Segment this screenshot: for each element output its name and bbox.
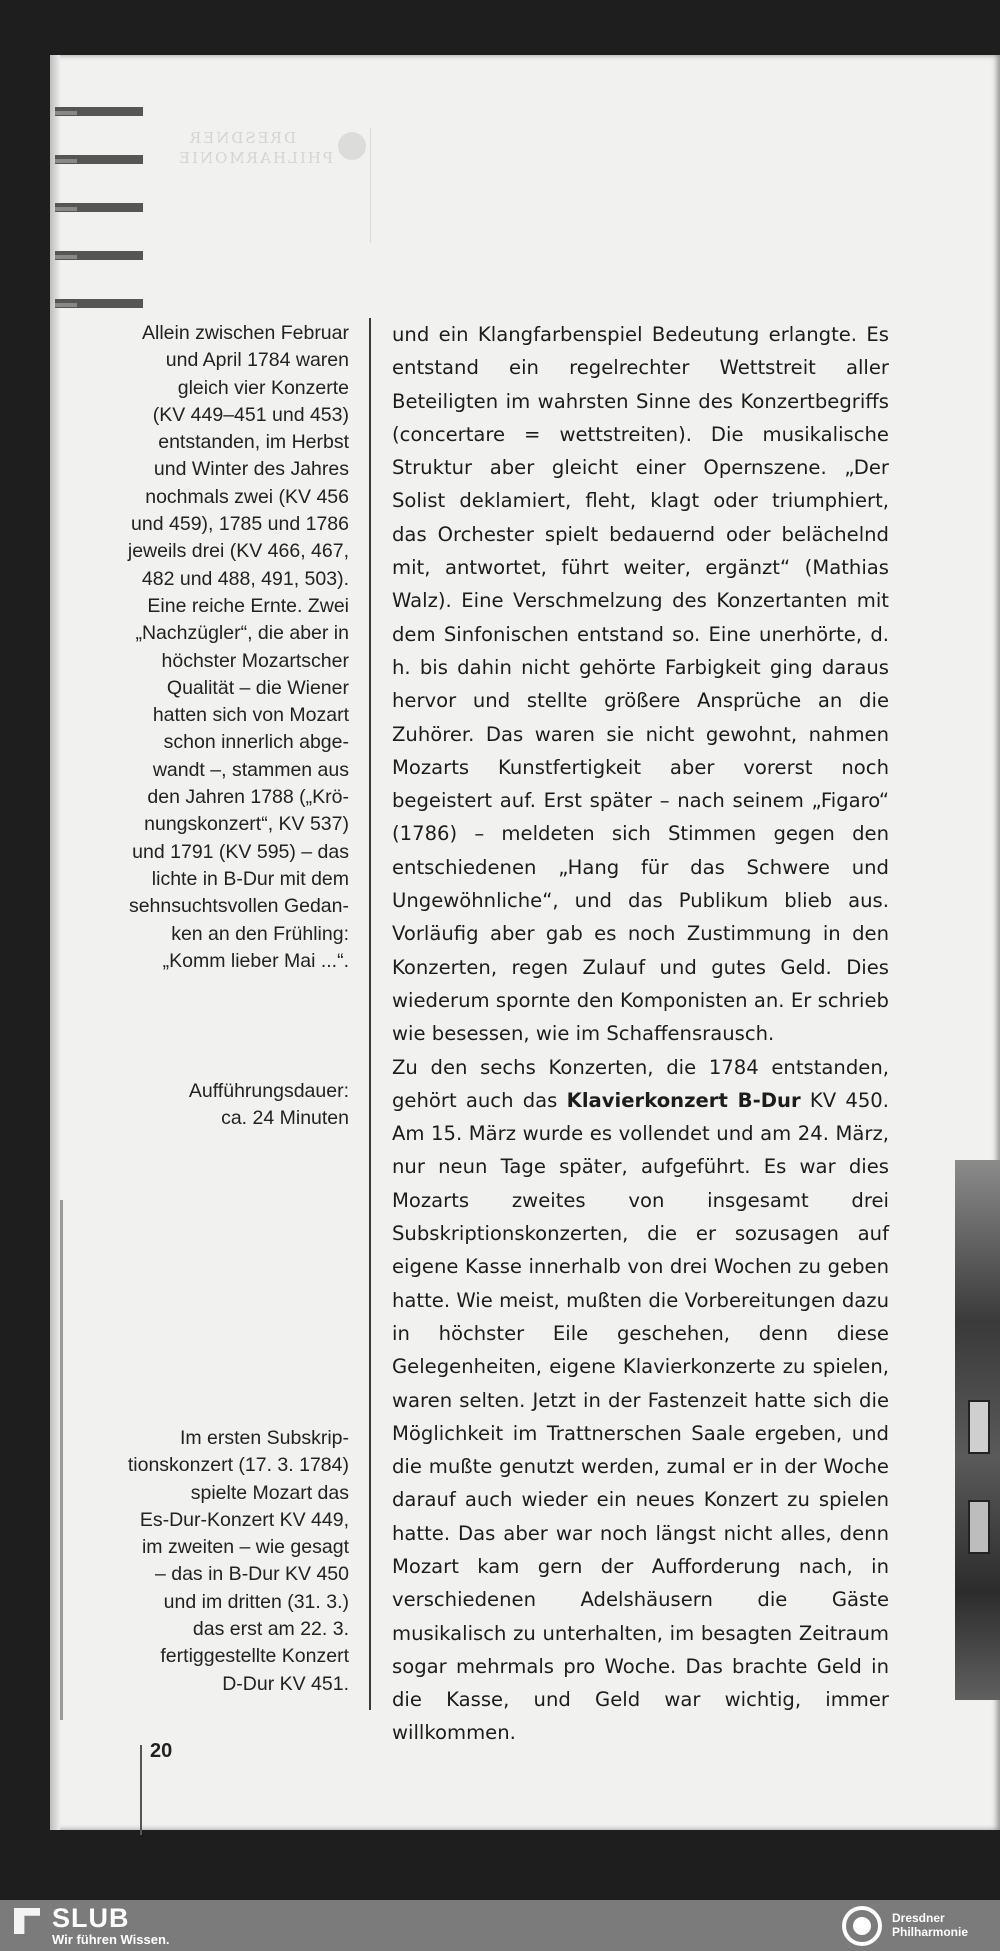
slub-slogan: Wir führen Wissen. <box>52 1932 170 1947</box>
paragraph-kv450 <box>392 1051 889 1750</box>
sidebar-line: das erst am 22. 3. <box>192 1618 349 1641</box>
show-through-logo-icon <box>338 132 366 160</box>
paragraph-text: KV 450. Am 15. März wurde es vollendet und am 24. März, nur neun Tage später, aufgeführt. Es war dies Mozarts zweites von insgesamt drei Subskriptionskonzerten, die er sozusagen auf eigene Kasse innerhalb von drei Wochen zu geben hatte. Wie meist, mußten die Vorbereitungen dazu in höchster Eile geschehen, denn diese Gelegenheiten, eigene Klavierkonzerte zu spielen, waren selten. Jetzt in der Fastenzeit hatte sich die Möglichkeit im Trattnerschen Saale ergeben, und die mußte genutzt werden, zumal er in der Woche darauf auch wieder ein neues Konzert zu spielen hatte. Das aber war noch längst nicht alles, denn Mozart kam gern der Aufforderung nach, in verschiedenen Adelshäusern die Gäste musikalisch zu unterhalten, im besagten Zeitraum sogar mehrmals pro Woche. Das brachte Geld in die Kasse, und Geld war wichtig, immer willkommen. <box>392 1088 889 1745</box>
column-divider <box>369 318 371 1710</box>
slub-name[interactable]: SLUB <box>52 1903 130 1933</box>
sidebar-line: nochmals zwei (KV 456 <box>145 485 349 508</box>
sidebar-line: wandt –, stammen aus <box>152 758 349 781</box>
sidebar-line: spielte Mozart das <box>190 1481 349 1504</box>
dresdner-philharmonie-name[interactable] <box>892 1911 968 1939</box>
sidebar-line: höchster Mozartscher <box>161 649 349 672</box>
sidebar-line: fertiggestellte Konzert <box>160 1645 349 1668</box>
sidebar-line: lichte in B-Dur mit dem <box>151 867 349 890</box>
sidebar-line: (KV 449–451 und 453) <box>152 403 349 426</box>
building-photo-window <box>968 1400 990 1454</box>
dresdner-philharmonie-logo-icon[interactable] <box>842 1906 882 1946</box>
binding-mark <box>55 251 143 260</box>
sidebar-line: den Jahren 1788 („Krö- <box>147 786 349 809</box>
paragraph-orchestra: und ein Klangfarbenspiel Bedeutung erlangte. Es entstand ein regelrechter Wettstreit aller Beteiligten im wahrsten Sinne des Konzertbegriffs (concertare = wettstreiten). Die musikalische Struktur aber gleicht einer Opernszene. „Der Solist deklamiert, fleht, klagt oder triumphiert, das Orchester spielt bedauernd oder belächelnd mit, antwortet, führt weiter, ergänzt“ (Mathias Walz). Eine Verschmelzung des Konzertanten mit dem Sinfonischen entstand so. Eine unerhörte, d. h. bis dahin nicht gehörte Farbigkeit ging daraus hervor und stellte größere Ansprüche an die Zuhörer. Das waren sie nicht gewohnt, nahmen Mozarts Kunstfertigkeit aber vorerst noch begeistert auf. Erst später – nach seinem „Figaro“ (1786) – meldeten sich Stimmen gegen den entschiedenen „Hang für das Schwere und Ungewöhnliche“, und das Publikum blieb aus. Vorläufig aber gab es noch Zustimmung in den Konzerten, regen Zulauf und gutes Geld. Dies wiederum spornte den Komponisten an. Er schrieb wie besessen, wie im Schaffensrausch. <box>392 323 889 1046</box>
sidebar-line: und 1791 (KV 595) – das <box>132 840 349 863</box>
sidebar-line: und 459), 1785 und 1786 <box>131 513 349 536</box>
sidebar-line: D-Dur KV 451. <box>222 1672 349 1695</box>
sidebar-line: 482 und 488, 491, 503). <box>141 567 349 590</box>
show-through-rule <box>370 128 371 243</box>
binding-mark <box>55 203 143 212</box>
sidebar-line: „Komm lieber Mai ...“. <box>162 949 349 972</box>
binding-mark <box>55 299 143 308</box>
binding-mark <box>55 155 143 164</box>
sidebar-note-duration <box>118 1078 349 1133</box>
sidebar-line: tionskonzert (17. 3. 1784) <box>127 1454 349 1477</box>
partner-name-line: Philharmonie <box>892 1925 969 1939</box>
page-edge-shadow <box>50 55 60 1830</box>
sidebar-line: Im ersten Subskrip- <box>179 1427 349 1449</box>
sidebar-note-subscription <box>118 1425 349 1698</box>
sidebar-line: nungskonzert“, KV 537) <box>144 813 349 836</box>
sidebar-line: und April 1784 waren <box>165 349 349 372</box>
sidebar-line: Es-Dur-Konzert KV 449, <box>139 1508 349 1531</box>
sidebar-line: ken an den Frühling: <box>171 922 349 945</box>
sidebar-line: ca. 24 Minuten <box>221 1107 349 1130</box>
partner-name-line: Dresdner <box>892 1911 945 1925</box>
sidebar-line: sehnsuchtsvollen Gedan- <box>128 895 349 918</box>
sidebar-line: und im dritten (31. 3.) <box>163 1590 349 1613</box>
paragraph-text: Zu den sechs Konzerten, die 1784 entstanden, gehört auch das <box>392 1055 889 1112</box>
sidebar-line: Aufführungsdauer: <box>188 1080 349 1102</box>
sidebar-line: gleich vier Konzerte <box>177 376 349 399</box>
sidebar-line: Eine reiche Ernte. Zwei <box>147 594 349 617</box>
show-through-logo: DRESDNER PHILHARMONIE <box>177 129 333 167</box>
sidebar-line: Allein zwischen Februar <box>141 322 349 344</box>
sidebar-line: im zweiten – wie gesagt <box>141 1536 349 1559</box>
sidebar-line: jeweils drei (KV 466, 467, <box>127 540 349 563</box>
binding-mark <box>55 107 143 116</box>
main-text-column <box>392 318 889 1750</box>
work-title-highlight: Klavierkonzert B-Dur <box>566 1088 801 1112</box>
sidebar-line: „Nachzügler“, die aber in <box>135 622 349 645</box>
sidebar-line: Qualität – die Wiener <box>166 676 349 699</box>
building-photo-window <box>968 1500 990 1554</box>
page-edge-strip <box>60 1200 63 1720</box>
page-number: 20 <box>150 1740 173 1762</box>
sidebar-line: schon innerlich abge- <box>163 731 349 754</box>
sidebar-note-concerts <box>118 320 349 975</box>
sidebar-line: – das in B-Dur KV 450 <box>154 1563 349 1586</box>
sidebar-line: entstanden, im Herbst <box>158 431 349 454</box>
footer-rule <box>140 1745 142 1835</box>
sidebar-line: und Winter des Jahres <box>153 458 349 481</box>
sidebar-line: hatten sich von Mozart <box>152 704 349 727</box>
